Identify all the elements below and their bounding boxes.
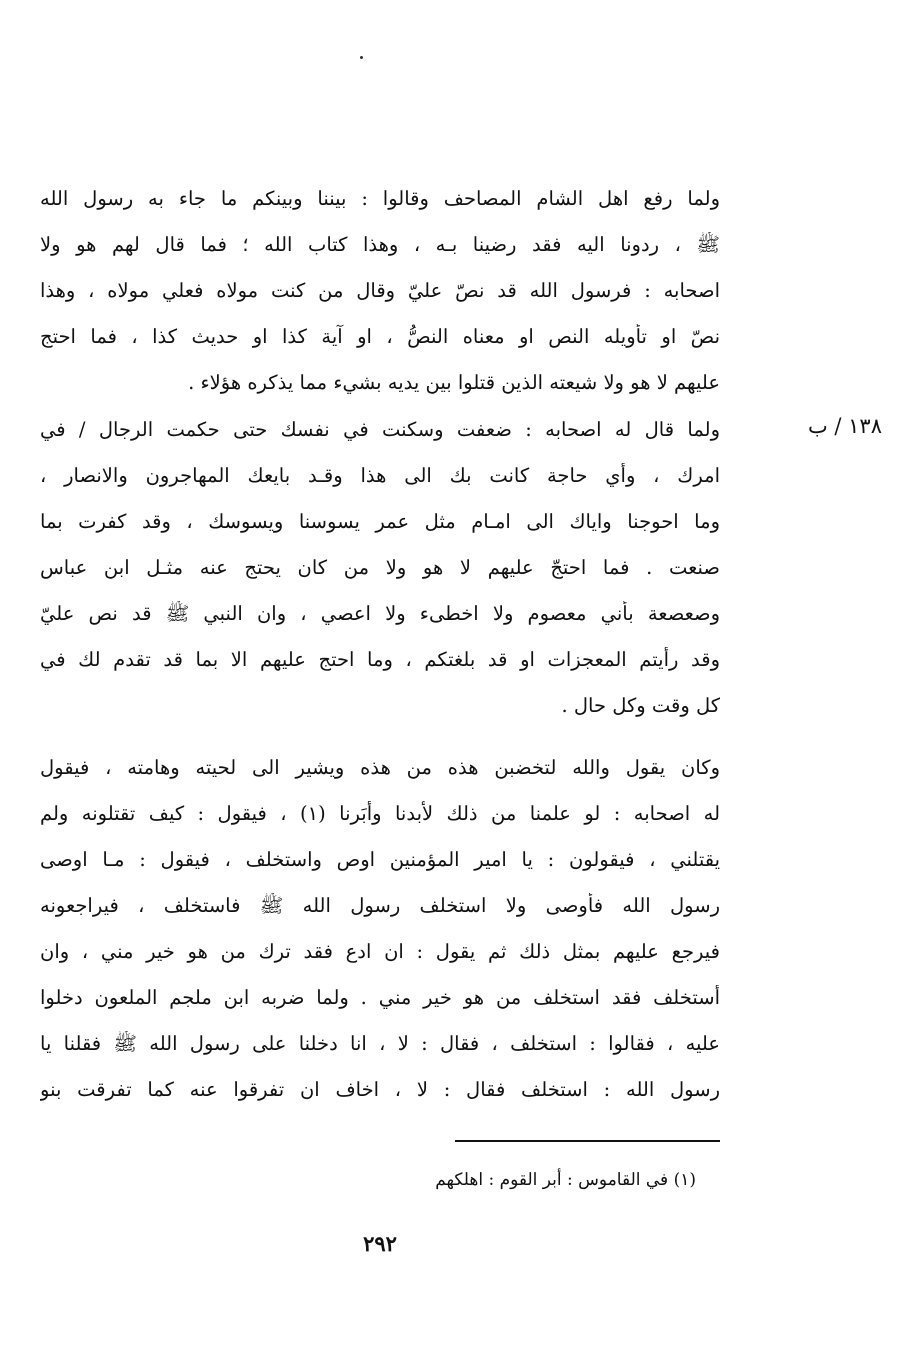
text-line: وصعصعة بأني معصوم ولا اخطىء ولا اعصي ، وان النبي ﷺ قد نص عليّ — [40, 602, 720, 625]
text-line: فيرجع عليهم بمثل ذلك ثم يقول : ان ادع فقد ترك من هو خير مني ، وان — [40, 940, 720, 963]
footnote: (١) في القاموس : أبر القوم : اهلكهم — [435, 1170, 696, 1190]
text-line: اصحابه : فرسول الله قد نصّ عليّ وقال من كنت مولاه فعلي مولاه ، وهذا — [40, 279, 720, 302]
text-line: أستخلف فقد استخلف من هو خير مني . ولما ضربه ابن ملجم الملعون دخلوا — [40, 986, 720, 1009]
text-line: رسول الله : استخلف فقال : لا ، اخاف ان تفرقوا عنه كما تفرقت بنو — [40, 1078, 720, 1101]
text-line: وكان يقول والله لتخضبن هذه من هذه ويشير الى لحيته وهامته ، فيقول — [40, 756, 720, 779]
text-line: وما احوجنا واياك الى امـام مثل عمر يسوسنا ويسوسك ، وقد كفرت بما — [40, 510, 720, 533]
text-line: ولما قال له اصحابه : ضعفت وسكنت في نفسك حتى حكمت الرجال / في — [40, 418, 720, 441]
text-line: عليه ، فقالوا : استخلف ، فقال : لا ، انا دخلنا على رسول الله ﷺ فقلنا يا — [40, 1032, 720, 1055]
text-line: عليهم لا هو ولا شيعته الذين قتلوا بين يديه بشيء مما يذكره هؤلاء . — [188, 371, 720, 394]
text-line: وقد رأيتم المعجزات او قد بلغتكم ، وما احتج عليهم الا بما قد تقدم لك في — [40, 648, 720, 671]
text-line: يقتلني ، فيقولون : يا امير المؤمنين اوص واستخلف ، فيقول : مـا اوصى — [40, 848, 720, 871]
page-number: ٢٩٢ — [363, 1231, 397, 1256]
text-line: كل وقت وكل حال . — [561, 694, 720, 717]
text-line: صنعت . فما احتجّ عليهم لا هو ولا من كان يحتج عنه مثـل ابن عباس — [40, 556, 720, 579]
text-line: له اصحابه : لو علمنا من ذلك لأبدنا وأبَرنا (١) ، فيقول : كيف تقتلونه ولم — [40, 802, 720, 825]
text-line: ولما رفع اهل الشام المصاحف وقالوا : بيننا وبينكم ما جاء به رسول الله — [40, 187, 720, 210]
text-line: امرك ، وأي حاجة كانت بك الى هذا وقـد بايعك المهاجرون والانصار ، — [40, 464, 720, 487]
text-line: ﷺ ، ردونا اليه فقد رضينا بـه ، وهذا كتاب الله ؛ فما قال لهم هو ولا — [40, 233, 720, 256]
footnote-divider — [455, 1140, 720, 1142]
margin-folio-note: ١٣٨ / ب — [807, 414, 882, 438]
text-line: رسول الله فأوصى ولا استخلف رسول الله ﷺ فاستخلف ، فيراجعونه — [40, 894, 720, 917]
ink-speck — [360, 56, 363, 59]
text-line: نصّ او تأويله النص او معناه النصُّ ، او آية كذا او حديث كذا ، فما احتج — [40, 325, 720, 348]
